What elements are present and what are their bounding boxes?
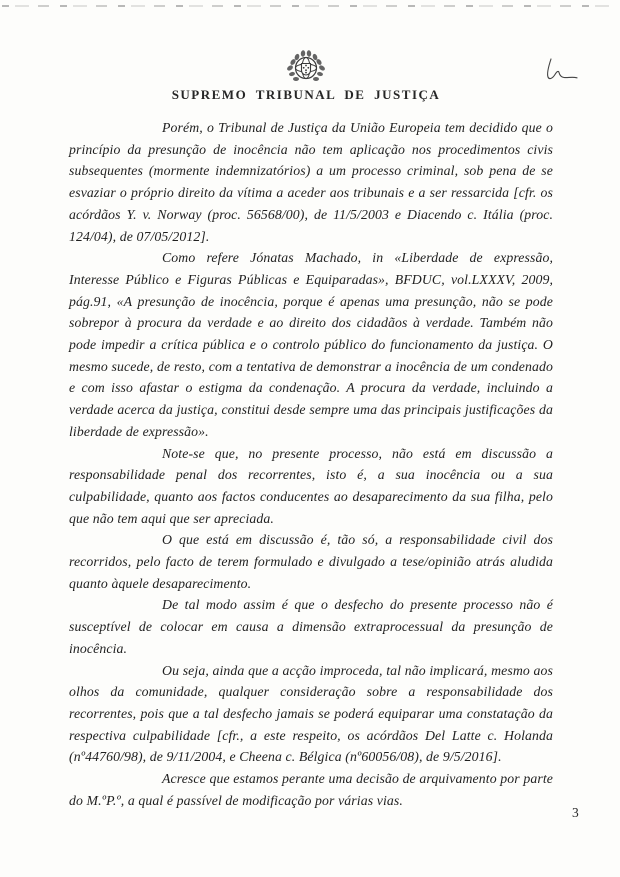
- paragraph-1: Porém, o Tribunal de Justiça da União Europeia tem decidido que o princípio da presunção de inocência não tem aplicação nos procedimentos civis subsequentes (mormente indemnizatórios) a um processo criminal, sob pena de se esvaziar o próprio direito da vítima a aceder aos tribunais e a ser ressarcida [cfr. os acórdãos Y. v. Norway (proc. 56568/00), de 11/5/2003 e Diacendo c. Itália (proc. 124/04), de 07/05/2012].: [69, 120, 553, 244]
- paragraph-5: De tal modo assim é que o desfecho do presente processo não é susceptível de colocar em causa a dimensão extraprocessual da presunção de inocência.: [69, 597, 553, 656]
- judgment-text: [69, 117, 553, 812]
- paragraph-2: Como refere Jónatas Machado, in «Liberdade de expressão, Interesse Público e Figuras Públicas e Equiparadas», BFDUC, vol.LXXXV, 2009, pág.91, «A presunção de inocência, porque é apenas uma presunção, não se pode sobrepor à procura da verdade e ao direito dos cidadãos à verdade. Também não pode impedir a crítica pública e o controlo público do funcionamento da justiça. O mesmo sucede, de resto, com a tentativa de demonstrar a inocência de um condenado e com isso afastar o estigma da condenação. A procura da verdade, incluindo a verdade acerca da justiça, constitui desde sempre uma das principais justificações da liberdade de expressão».: [69, 250, 553, 439]
- court-title: SUPREMO TRIBUNAL DE JUSTIÇA: [171, 87, 441, 102]
- page-number: 3: [572, 805, 579, 820]
- paragraph-3: Note-se que, no presente processo, não está em discussão a responsabilidade penal dos recorrentes, isto é, a sua inocência ou a sua culpabilidade, quanto aos factos conducentes ao desaparecimento da sua filha, pelo que não tem aqui que ser apreciada.: [69, 445, 553, 526]
- paragraph-6: Ou seja, ainda que a acção improceda, tal não implicará, mesmo aos olhos da comunidade, qualquer consideração sobre a responsabilidade dos recorrentes, pois que a tal desfecho jamais se poderá equiparar uma constatação da respectiva culpabilidade [cfr., a este respeito, os acórdãos Del Latte c. Holanda (nº44760/98), de 9/11/2004, e Cheena c. Bélgica (nº60056/08), de 9/5/2016].: [69, 662, 553, 765]
- document-header: [0, 48, 612, 103]
- scan-artifact-line: [2, 5, 618, 7]
- paragraph-7: Acresce que estamos perante uma decisão de arquivamento por parte do M.ºP.º, a qual é passível de modificação por várias vias.: [69, 771, 553, 808]
- paragraph-4: O que está em discussão é, tão só, a responsabilidade civil dos recorridos, pelo facto de terem formulado e divulgado a tese/opinião atrás aludida quanto àquele desaparecimento.: [69, 532, 553, 591]
- coat-of-arms-icon: [283, 48, 329, 84]
- handwritten-mark-icon: [543, 58, 583, 86]
